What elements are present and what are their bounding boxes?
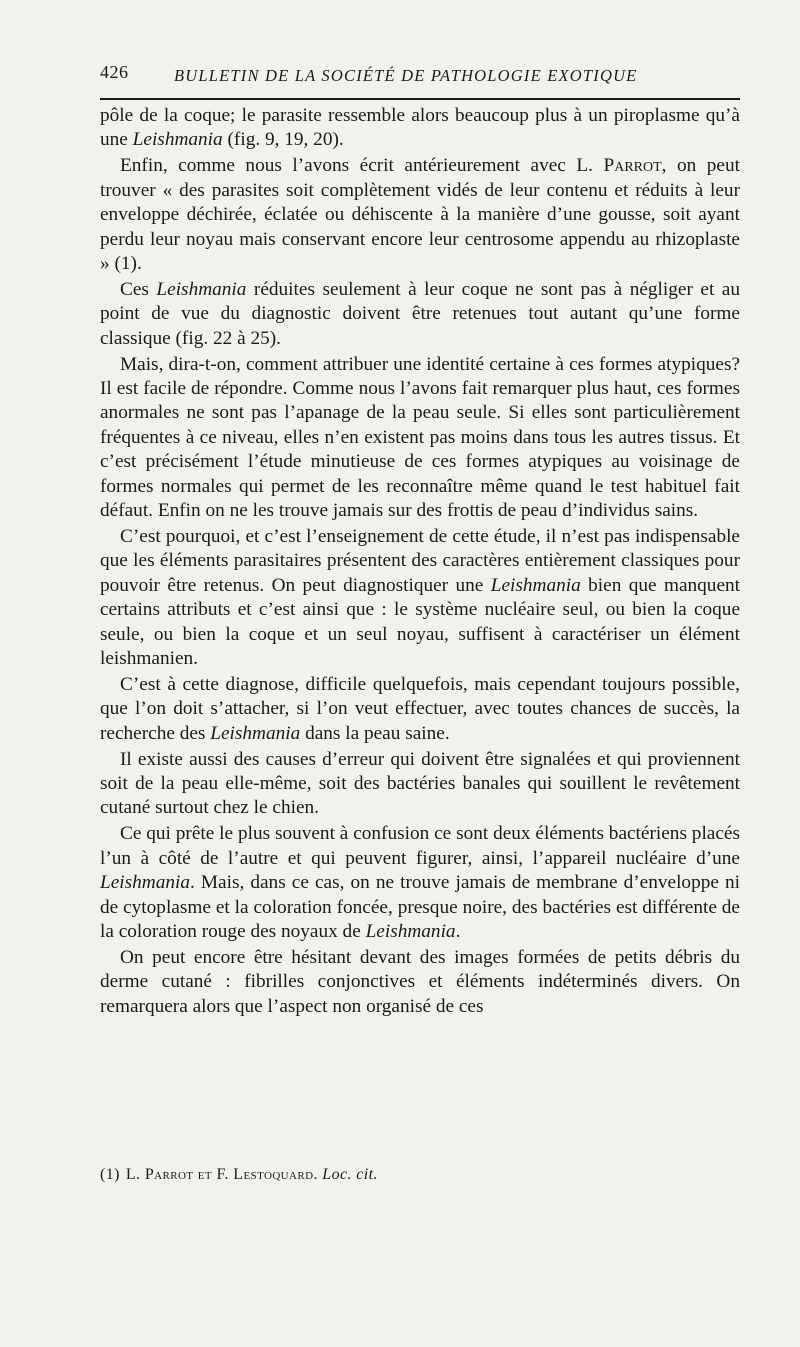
paragraph	[100, 278, 740, 351]
footnote-text: L. Parrot et F. Lestoquard.	[125, 1166, 323, 1183]
text-run: Il existe aussi des causes d’erreur qui doivent être signalées et qui proviennent soit de la peau elle-même, soit des bactéries banales qui souillent le revêtement cutané surtout chez le chien.	[100, 748, 740, 819]
text-run: Enfin, comme nous l’avons écrit antérieurement avec L.	[120, 155, 604, 177]
paragraph	[100, 748, 740, 821]
text-run: Ces	[120, 278, 157, 300]
text-run: pôle de la coque; le parasite ressemble alors beaucoup plus à un piroplasme qu’à une	[100, 105, 740, 151]
italic-term: Leishmania	[490, 574, 581, 596]
paragraph	[100, 946, 740, 1019]
text-run: C’est pourquoi, et c’est l’enseignement de cette étude, il n’est pas indispensable que les éléments parasitaires présentent des caractères entièrement classiques pour pouvoir être retenus. On peut diagnostiquer une	[100, 525, 740, 596]
italic-term: Leishmania	[132, 129, 223, 151]
text-run: . Mais, dans ce cas, on ne trouve jamais de membrane d’enveloppe ni de cytoplasme et la coloration foncée, presque noire, des bactéries est différente de la coloration rouge des noyaux de	[100, 872, 740, 942]
paragraph	[100, 154, 740, 276]
page-header	[100, 62, 740, 92]
article-body	[100, 104, 740, 1021]
italic-term: Leishmania	[100, 872, 190, 894]
italic-term: Leishmania	[210, 722, 301, 744]
text-run: réduites seulement à leur coque ne sont pas à négliger et au point de vue du diagnostic doivent être retenues tout autant qu’une forme classique (fig. 22 à 25).	[100, 278, 740, 349]
paragraph	[100, 822, 740, 944]
text-run: (fig. 9, 19, 20).	[222, 129, 344, 151]
paragraph	[100, 525, 740, 671]
author-name: Parrot	[603, 155, 662, 177]
header-rule	[100, 98, 740, 100]
footnote-citation: Loc. cit.	[322, 1166, 378, 1183]
text-run: On peut encore être hésitant devant des images formées de petits débris du derme cutané : fibrilles conjonctives et éléments indéterminés divers. On remarquera alors que l’aspect non organisé de ces	[100, 946, 740, 1017]
italic-term: Leishmania	[365, 920, 456, 942]
paragraph	[100, 353, 740, 524]
text-run: Ce qui prête le plus souvent à confusion ce sont deux éléments bactériens placés l’un à côté de l’autre et qui peuvent figurer, ainsi, l’appareil nucléaire d’une	[100, 823, 740, 869]
italic-term: Leishmania	[156, 278, 247, 300]
text-run: dans la peau saine.	[300, 722, 450, 744]
text-run: Mais, dira-t-on, comment attribuer une identité certaine à ces formes atypiques? Il est facile de répondre. Comme nous l’avons fait remarquer plus haut, ces formes anormales ne sont pas l’apanage de la peau seule. Si elles sont particulièrement fréquentes à ce niveau, elles n’en existent pas moins dans tous les autres tissus. Et c’est précisément l’étude minutieuse de ces formes atypiques au voisinage de formes normales qui permet de les reconnaître même quand le test habituel fait défaut. Enfin on ne les trouve jamais sur des frottis de peau d’individus sains.	[100, 353, 740, 521]
footnote-marker: (1)	[100, 1166, 120, 1183]
page-number: 426	[100, 62, 129, 82]
paragraph	[100, 673, 740, 746]
paragraph	[100, 104, 740, 153]
text-run: .	[455, 920, 461, 942]
text-run: , on peut trouver « des parasites soit complètement vidés de leur contenu et réduits à leur enveloppe déchirée, éclatée ou déhiscente à la manière d’une gousse, soit ayant perdu leur noyau mais conservant encore leur centrosome appendu au rhizoplaste » (1).	[100, 155, 740, 274]
text-run: bien que manquent certains attributs et c’est ainsi que : le système nucléaire seul, ou bien la coque seule, ou bien la coque et un seul noyau, suffisent à caractériser un élément leishmanien.	[100, 574, 741, 669]
footnote	[100, 1166, 740, 1184]
running-title: BULLETIN DE LA SOCIÉTÉ DE PATHOLOGIE EXOTIQUE	[174, 66, 638, 85]
text-run: C’est à cette diagnose, difficile quelquefois, mais cependant toujours possible, que l’on doit s’attacher, si l’on veut effectuer, avec toutes chances de succès, la recherche des	[100, 673, 740, 744]
